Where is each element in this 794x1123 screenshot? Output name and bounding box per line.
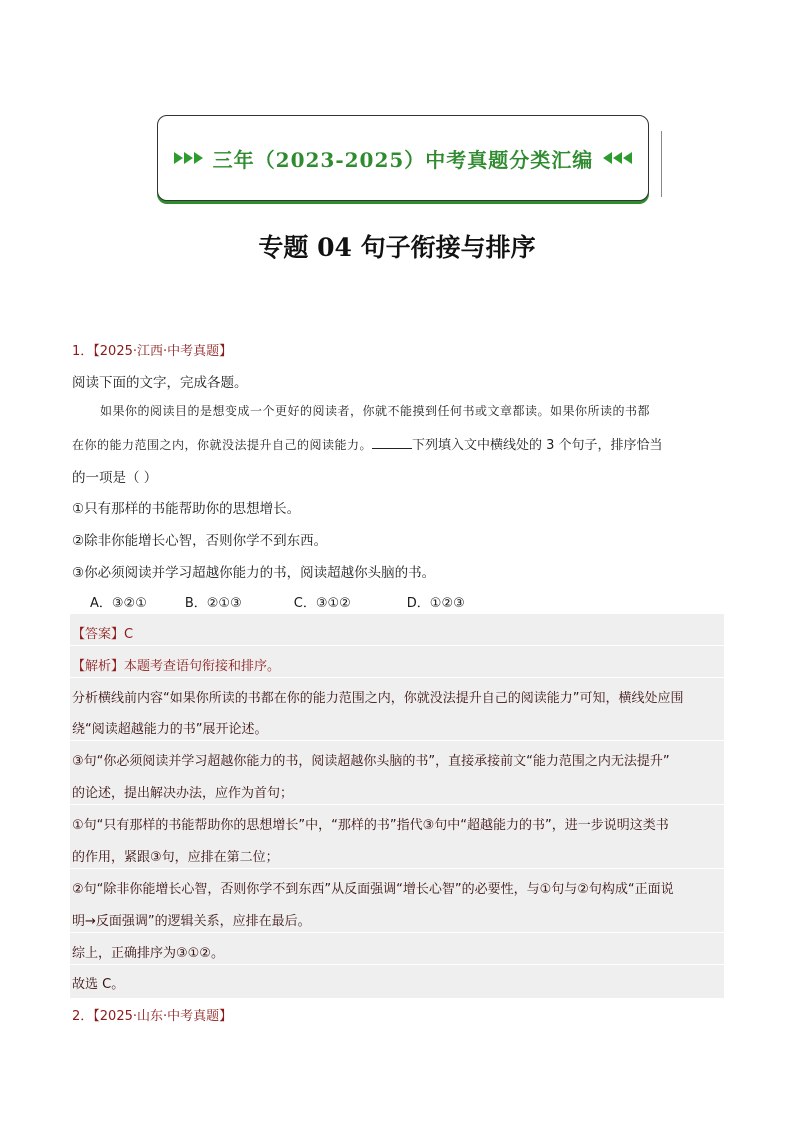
analysis-line: ③句“你必须阅读并学习超越你能力的书，阅读超越你头脑的书”，直接承接前文“能力范围之内无法提升” <box>72 754 670 769</box>
analysis-line: ②句“除非你能增长心智，否则你学不到东西”从反面强调“增长心智”的必要性，与①句与②句构成“正面说 <box>72 882 674 897</box>
right-arrows-icon <box>174 152 203 164</box>
passage-line-2 <box>72 434 724 453</box>
passage-line-3: 的一项是（ ） <box>72 470 158 486</box>
row-separator <box>70 932 724 933</box>
analysis-line: 绕“阅读超越能力的书”展开论述。 <box>72 722 268 737</box>
analysis-line: 故选 C。 <box>72 977 125 992</box>
question-1-header: 1．【2025·江西·中考真题】 <box>72 344 233 359</box>
analysis-line: 明→反面强调”的逻辑关系，应排在最后。 <box>72 914 311 929</box>
answer-text: 【答案】C <box>72 627 134 642</box>
sentence-3: ③你必须阅读并学习超越你能力的书，阅读超越你头脑的书。 <box>72 565 436 581</box>
option-b[interactable]: B．②①③ <box>184 596 242 611</box>
row-separator <box>70 804 724 805</box>
passage-line-1: 如果你的阅读目的是想变成一个更好的阅读者，你就不能摸到任何书或文章都读。如果你所读的书都 <box>100 404 651 418</box>
passage-line-2-question: 下列填入文中横线处的 3 个句子，排序恰当 <box>412 438 663 453</box>
analysis-line: 【解析】本题考查语句衔接和排序。 <box>72 659 281 674</box>
sentence-1: ①只有那样的书能帮助你的思想增长。 <box>72 501 301 517</box>
left-arrows-icon <box>603 152 632 164</box>
row-separator <box>70 677 724 678</box>
row-separator <box>70 964 724 965</box>
option-d[interactable]: D．①②③ <box>406 596 465 611</box>
analysis-line: ①句“只有那样的书能帮助你的思想增长”中，“那样的书”指代③句中“超越能力的书”，进一步说明这类书 <box>72 818 669 833</box>
analysis-line: 的作用，紧跟③句，应排在第二位； <box>72 850 279 865</box>
option-a[interactable]: A．③②① <box>90 596 147 611</box>
row-separator <box>70 868 724 869</box>
question-1-instruction: 阅读下面的文字，完成各题。 <box>72 375 248 391</box>
banner-title: 三年（2023-2025）中考真题分类汇编 <box>212 147 594 172</box>
analysis-line: 分析横线前内容“如果你所读的书都在你的能力范围之内，你就没法提升自己的阅读能力”可知，横线处应围 <box>72 691 684 706</box>
fill-blank <box>372 437 412 449</box>
passage-line-2-text: 在你的能力范围之内，你就没法提升自己的阅读能力。 <box>72 438 373 452</box>
sentence-2: ②除非你能增长心智，否则你学不到东西。 <box>72 533 328 549</box>
row-separator <box>70 740 724 741</box>
page-title: 专题 04 句子衔接与排序 <box>258 233 536 262</box>
title-banner <box>157 115 649 201</box>
analysis-line: 综上，正确排序为③①②。 <box>72 946 224 961</box>
row-separator <box>70 645 724 646</box>
answer-options <box>90 592 503 611</box>
question-2-header: 2．【2025·山东·中考真题】 <box>72 1009 233 1024</box>
option-c[interactable]: C．③①② <box>293 596 351 611</box>
analysis-line: 的论述，提出解决办法，应作为首句； <box>72 786 294 801</box>
banner-side-rule <box>661 131 662 197</box>
